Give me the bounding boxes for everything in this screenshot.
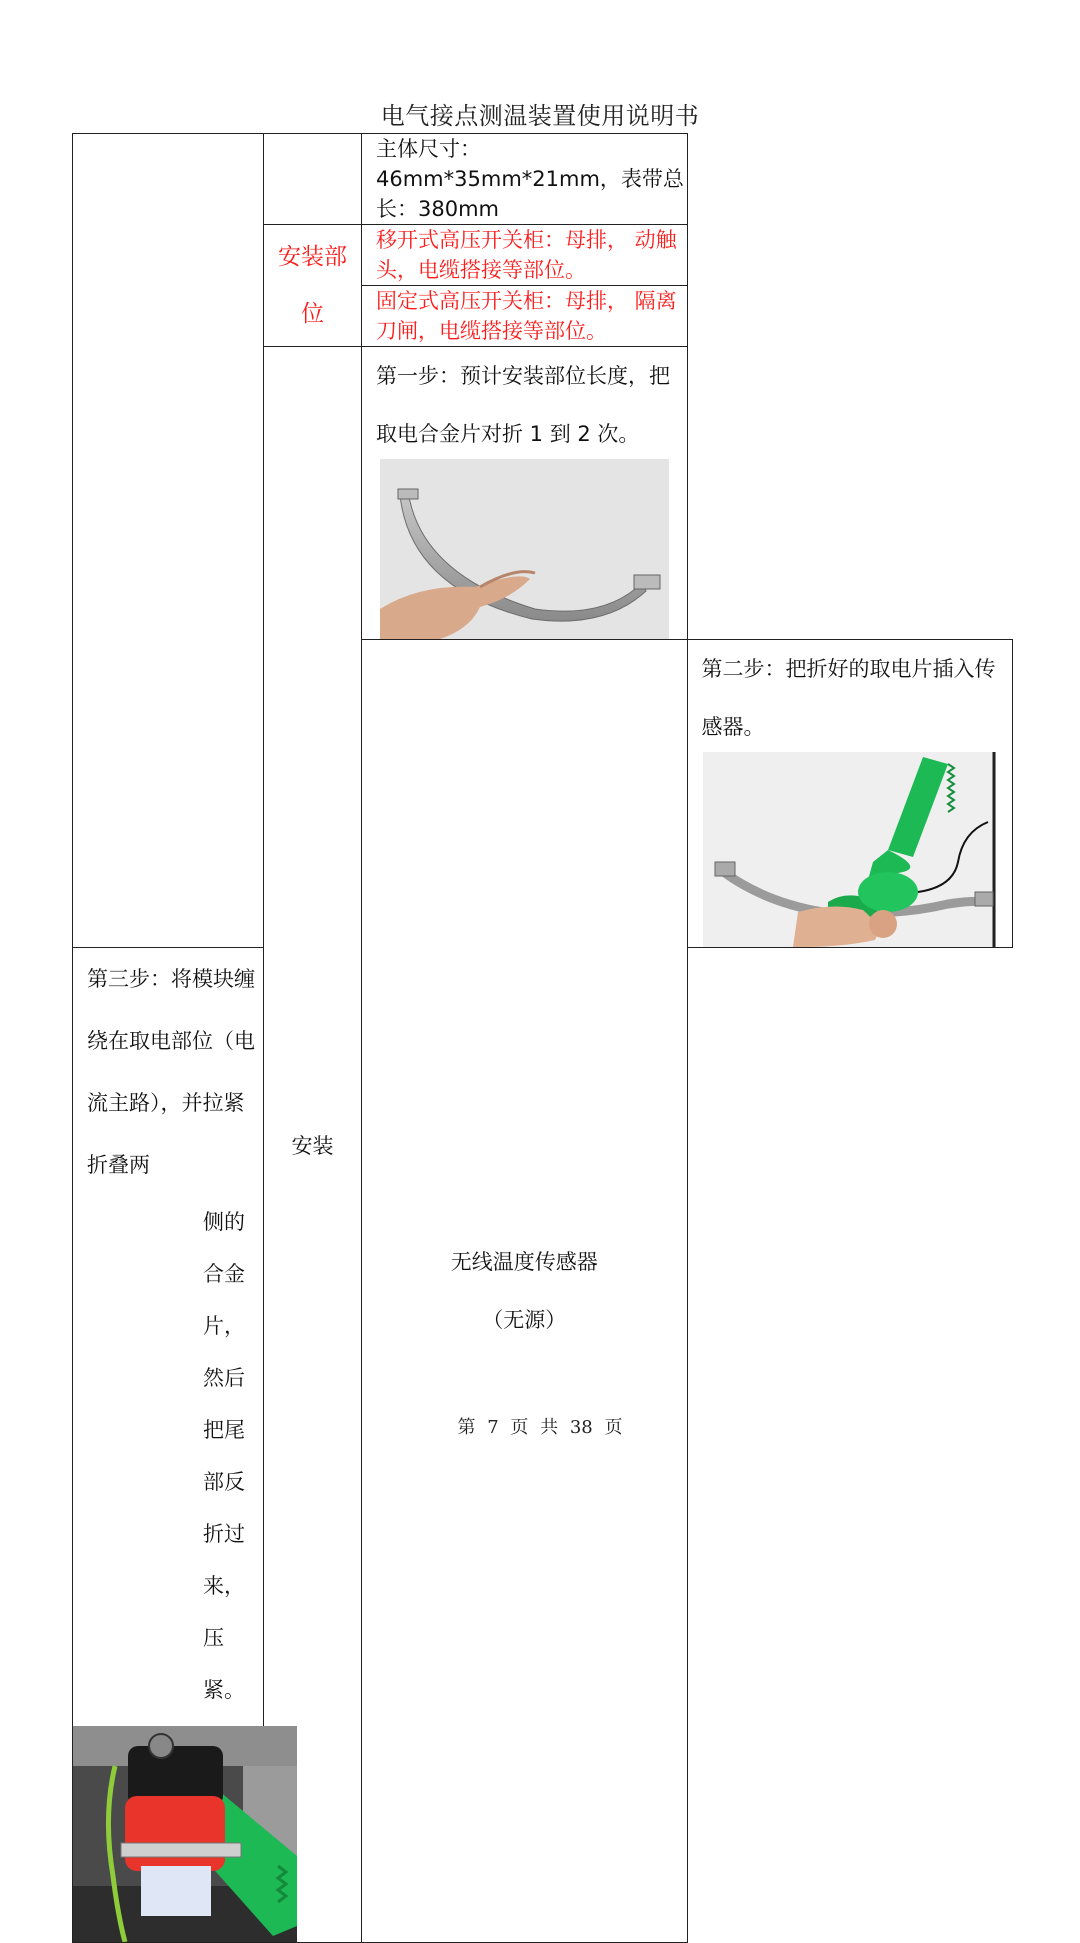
empty-label-cell xyxy=(264,134,362,225)
install-label: 安装 xyxy=(291,1133,334,1158)
install-label-cell xyxy=(264,347,362,1943)
page-number: 第 7 页 共 38 页 xyxy=(457,1417,623,1438)
step-3-photo xyxy=(73,1726,297,1942)
product-cell-top xyxy=(73,134,264,948)
step-1-text: 第一步：预计安装部位长度，把取电合金片对折 1 到 2 次。 xyxy=(376,364,670,446)
product-cell xyxy=(362,640,688,1943)
product-note: （无源） xyxy=(482,1308,567,1332)
step-3-text-line1: 第三步：将模块缠绕在取电部位（电流主路），并拉紧折叠两 xyxy=(87,967,255,1177)
install-location-row: 固定式高压开关柜：母排， 隔离刀闸，电缆搭接等部位。 xyxy=(362,286,688,347)
install-location-label: 安装部位 xyxy=(264,225,362,347)
step-2-cell xyxy=(687,640,1013,948)
document-title: 电气接点测温装置使用说明书 xyxy=(380,102,700,130)
step-2-photo xyxy=(703,752,996,947)
spec-table xyxy=(72,133,1013,1943)
dimensions-text: 主体尺寸：46mm*35mm*21mm，表带总长：380mm xyxy=(362,134,688,225)
step-3-cell xyxy=(73,948,264,1943)
step-2-text: 第二步：把折好的取电片插入传感器。 xyxy=(701,657,996,739)
step-1-photo xyxy=(380,459,669,639)
step-1-cell xyxy=(362,347,688,640)
install-location-row: 移开式高压开关柜：母排， 动触头，电缆搭接等部位。 xyxy=(362,225,688,286)
product-name: 无线温度传感器 xyxy=(450,1250,598,1274)
step-3-text-line2: 侧的合金片，然后把尾部反折过来，压紧。 xyxy=(203,1210,245,1702)
